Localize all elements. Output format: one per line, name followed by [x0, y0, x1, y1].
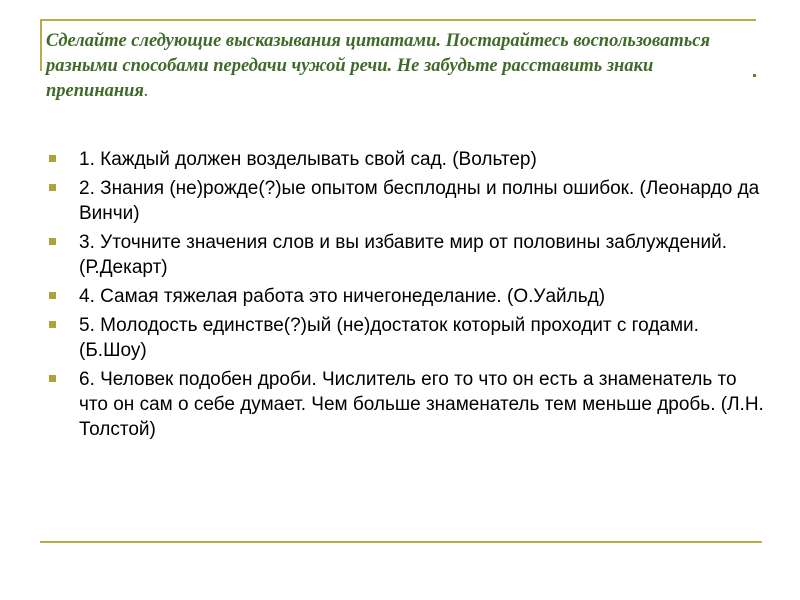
top-rule [40, 19, 756, 21]
list-item-text: 5. Молодость единстве(?)ый (не)достаток который проходит с годами. (Б.Шоу) [79, 315, 699, 361]
list-item [49, 147, 769, 172]
heading-period: . [143, 81, 149, 101]
list-item [49, 284, 769, 309]
list-item-text: 6. Человек подобен дроби. Числитель его то что он есть а знаменатель то что он сам о себе думает. Чем больше знаменатель тем меньше дробь. (Л.Н. Толстой) [79, 369, 764, 440]
list-item-text: 1. Каждый должен возделывать свой сад. (Вольтер) [79, 149, 537, 170]
heading-text: Сделайте следующие высказывания цитатами. Постарайтесь воспользоваться разными способами передачи чужой речи. Не забудьте расставить знаки препинания [46, 31, 711, 101]
bottom-rule [40, 541, 762, 543]
list-item-text: 3. Уточните значения слов и вы избавите мир от половины заблуждений. (Р.Декарт) [79, 232, 728, 278]
square-bullet-icon [49, 155, 56, 162]
square-bullet-icon [49, 292, 56, 299]
quote-list [49, 147, 769, 446]
decorative-dot [753, 74, 756, 77]
list-item [49, 176, 769, 226]
square-bullet-icon [49, 238, 56, 245]
list-item [49, 230, 769, 280]
list-item [49, 313, 769, 363]
square-bullet-icon [49, 375, 56, 382]
square-bullet-icon [49, 184, 56, 191]
left-accent-rule [40, 19, 42, 71]
slide-heading [46, 29, 726, 104]
list-item-text: 2. Знания (не)рожде(?)ые опытом бесплодны и полны ошибок. (Леонардо да Винчи) [79, 178, 760, 224]
list-item-text: 4. Самая тяжелая работа это ничегонеделание. (О.Уайльд) [79, 286, 606, 307]
square-bullet-icon [49, 321, 56, 328]
list-item [49, 367, 769, 442]
